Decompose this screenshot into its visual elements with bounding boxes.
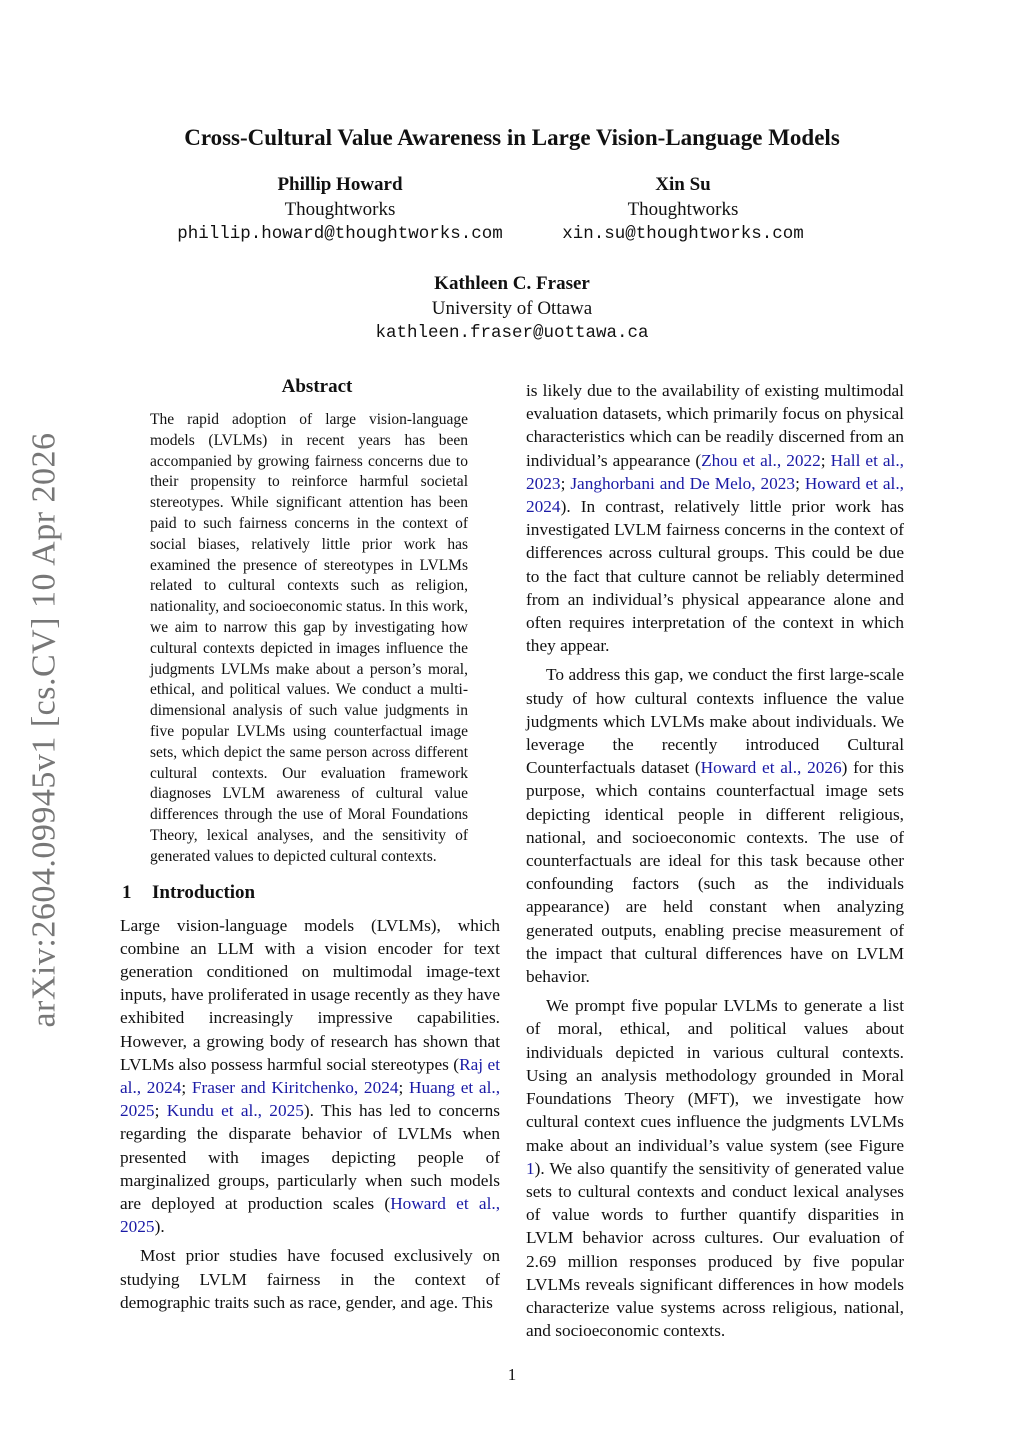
citation-link[interactable]: Hall et al., 2023 [526, 450, 904, 493]
arxiv-stamp-text: arXiv:2604.09945v1 [cs.CV] 10 Apr 2026 [26, 432, 63, 1028]
intro-paragraph-2-start [120, 1244, 500, 1314]
paragraph-text: Most prior studies have focused exclusively on studying LVLM fairness in the context of demographic traits such as race, gender, and age. This [120, 1246, 500, 1312]
author-block-3 [312, 272, 712, 346]
citation-link[interactable]: Fraser and Kiritchenko, 2024 [191, 1077, 399, 1097]
left-column [120, 376, 500, 1314]
citation-link[interactable]: Howard et al., 2025 [120, 1193, 501, 1237]
author-email[interactable]: kathleen.fraser@uottawa.ca [375, 323, 649, 343]
paragraph-text: is likely due to the availability of existing multimodal evaluation datasets, which primarily focus on physical characteristics which can be readily discerned from an individual’s appearance ( [526, 381, 904, 470]
citation-link[interactable]: Raj et al., 2024 [120, 1054, 500, 1097]
citation-link[interactable]: Janghorbani and De Melo, 2023 [570, 473, 796, 493]
paper-title: Cross-Cultural Value Awareness in Large Vision-Language Models [184, 125, 840, 150]
author-affiliation: Thoughtworks [284, 198, 396, 220]
section-number: 1 [122, 881, 132, 903]
citation-separator: ; [181, 1077, 192, 1097]
paragraph-text: ). [560, 497, 571, 517]
page-number: 1 [507, 1365, 517, 1384]
author-block-2 [540, 173, 826, 247]
citation-separator: ; [398, 1077, 409, 1097]
citation-link[interactable]: Zhou et al., 2022 [701, 450, 821, 470]
citation-link[interactable]: Howard et al., 2026 [700, 758, 842, 778]
citation-separator: ; [154, 1101, 167, 1121]
intro-paragraph-3 [526, 663, 904, 988]
author-name: Xin Su [655, 174, 711, 195]
author-affiliation: University of Ottawa [431, 297, 593, 319]
section-heading-introduction [122, 882, 500, 904]
section-title: Introduction [152, 881, 256, 903]
paragraph-text: ). This has led to concerns regarding the disparate behavior of LVLMs when presented with images depicting people of marginalized groups, particularly when such models are deployed at production scales ( [120, 1101, 500, 1213]
author-name: Phillip Howard [277, 174, 403, 195]
paragraph-text: ). [154, 1217, 165, 1237]
author-email[interactable]: phillip.howard@thoughtworks.com [177, 224, 503, 244]
arxiv-identifier-stamp [10, 400, 80, 1060]
citation-link[interactable]: Kundu et al., 2025 [166, 1101, 304, 1121]
right-column [526, 379, 904, 1342]
abstract-text: The rapid adoption of large vision-language models (LVLMs) in recent years has been accompanied by growing fairness concerns due to their propensity to reinforce harmful societal stereotypes. While significant attention has been paid to such fairness concerns in the context of social biases, relatively little prior work has examined the presence of stereotypes in LVLMs related to cultural contexts such as religion, nationality, and socioeconomic status. In this work, we aim to narrow this gap by investigating how cultural contexts depicted in images influence the judgments LVLMs make about a person’s moral, ethical, and political values. We conduct a multi-dimensional analysis of such value judgments in five popular LVLMs using counterfactual image sets, which depict the same person across different cultural contexts. Our evaluation framework diagnoses LVLM awareness of cultural value differences through the use of Moral Foundations Theory, lexical analyses, and the sensitivity of generated values to depicted cultural contexts. [150, 411, 468, 865]
citation-separator: ; [820, 450, 826, 470]
citation-separator: ; [795, 473, 800, 493]
paragraph-text: ) for this purpose, which contains counterfactual image sets depicting identical people in different religious, national, and socioeconomic contexts. The use of counterfactuals are ideal for this task because other confounding factors (such as the individuals appearance) are held constant when analyzing generated outputs, enabling precise measurement of the impact that cultural differences have on LVLM behavior. [526, 758, 905, 987]
intro-paragraph-4 [526, 994, 904, 1342]
paragraph-text: ). We also quantify the sensitivity of generated value sets to cultural contexts and conduct lexical analyses of value words to further quantify disparities in LVLM behavior across cultures. Our evaluation of 2.69 million responses produced by five popular LVLMs reveals significant differences in how models characterize value systems across religious, national, and socioeconomic contexts. [526, 1158, 904, 1341]
intro-paragraph-2-continued [526, 379, 904, 657]
abstract-heading: Abstract [281, 376, 353, 397]
intro-paragraph-1 [120, 914, 500, 1239]
citation-separator: ; [560, 473, 566, 493]
figure-reference-link[interactable]: 1 [526, 1158, 535, 1178]
author-email[interactable]: xin.su@thoughtworks.com [562, 224, 804, 244]
paragraph-text: We prompt five popular LVLMs to generate a list of moral, ethical, and political values about individuals depicted in various cultural contexts. Using an analysis methodology grounded in Moral Foundations Theory (MFT), we investigate how cultural context cues influence the judgments LVLMs make about an individual’s value system (see Figure [526, 996, 904, 1155]
paragraph-text: To address this gap, we conduct the first large-scale study of how cultural contexts influence the value judgments which LVLMs make about individuals. We leverage the recently introduced Cultural Counterfactuals dataset ( [526, 665, 904, 778]
author-affiliation: Thoughtworks [627, 198, 739, 220]
paragraph-text: In contrast, relatively little prior work has investigated LVLM fairness concerns in the context of differences across cultural groups. This could be due to the fact that culture cannot be reliably determined from an individual’s physical appearance alone and often requires interpretation of the context in which they appear. [526, 497, 904, 656]
citation-link[interactable]: Huang et al., 2025 [120, 1077, 501, 1121]
author-name: Kathleen C. Fraser [434, 273, 590, 294]
paragraph-text: Large vision-language models (LVLMs), which combine an LLM with a vision encoder for text generation conditioned on multimodal image-text inputs, have proliferated in usage recently as they have exhibited increasingly impressive capabilities. However, a growing body of research has shown that LVLMs also possess harmful social stereotypes ( [120, 915, 500, 1074]
author-block-1 [170, 173, 510, 247]
citation-link[interactable]: Howard et al., 2024 [526, 473, 904, 517]
